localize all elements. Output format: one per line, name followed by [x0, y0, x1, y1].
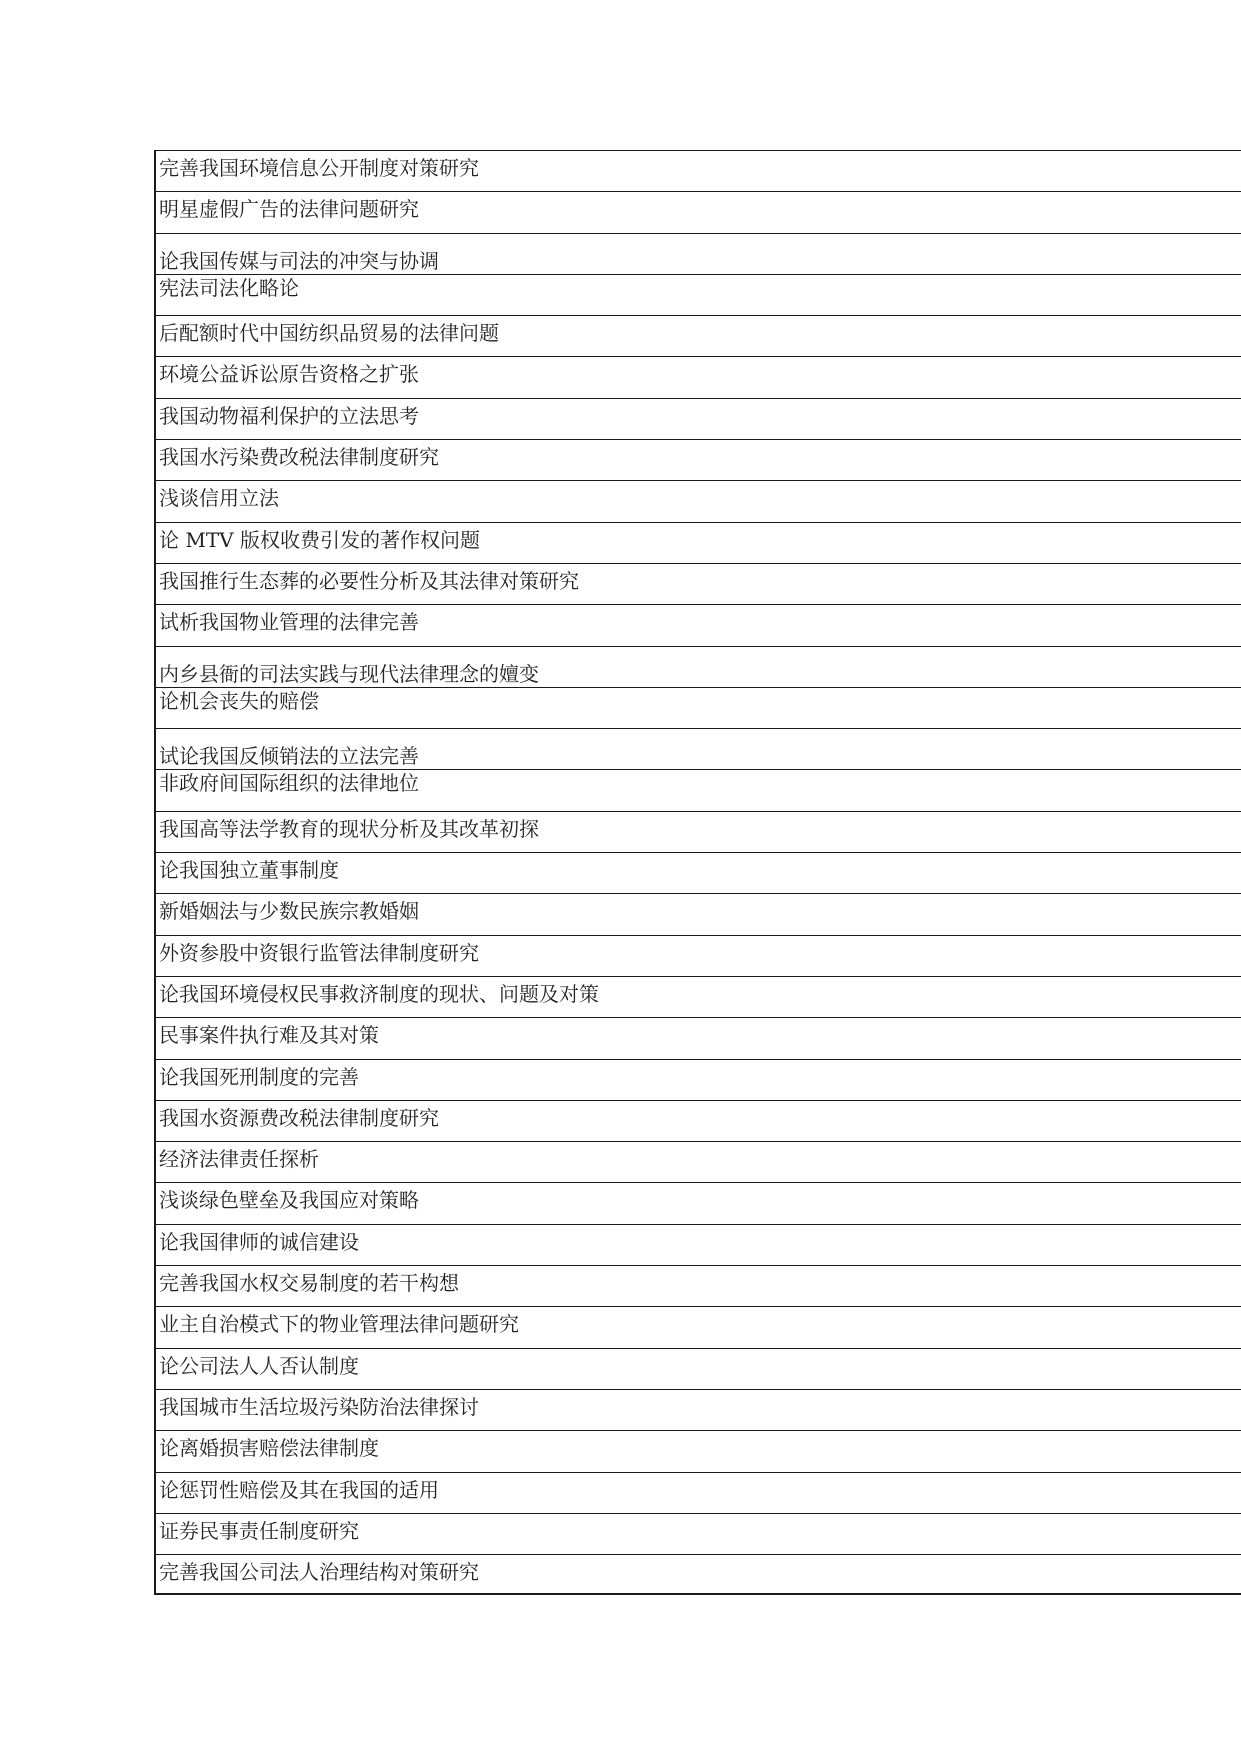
- table-cell: 完善我国环境信息公开制度对策研究: [159, 156, 479, 180]
- table-cell: 非政府间国际组织的法律地位: [159, 771, 419, 796]
- table-cell: 完善我国水权交易制度的若干构想: [159, 1271, 459, 1296]
- table-cell: 后配额时代中国纺织品贸易的法律问题: [159, 321, 499, 346]
- table-row: [156, 1513, 1241, 1554]
- table-row: [156, 1059, 1241, 1100]
- table-row: [156, 191, 1241, 232]
- table-cell: 我国动物福利保护的立法思考: [159, 403, 419, 428]
- table-cell: 我国水资源费改税法律制度研究: [159, 1105, 439, 1130]
- table-cell: 论我国传媒与司法的冲突与协调: [159, 248, 439, 273]
- table-cell: 完善我国公司法人治理结构对策研究: [159, 1560, 479, 1585]
- table-row: [156, 315, 1241, 356]
- table-cell: 论我国律师的诚信建设: [159, 1229, 359, 1254]
- table-cell: 论我国环境侵权民事救济制度的现状、问题及对策: [159, 981, 599, 1006]
- table-row: [156, 150, 1241, 191]
- table-row: [156, 356, 1241, 397]
- table-cell: 论我国独立董事制度: [159, 858, 339, 883]
- table-row: [156, 1100, 1241, 1141]
- table-row: [156, 1265, 1241, 1306]
- table-row: [156, 1554, 1241, 1595]
- table-row: [156, 1348, 1241, 1389]
- table-cell: 论我国死刑制度的完善: [159, 1064, 359, 1089]
- table-cell: 业主自治模式下的物业管理法律问题研究: [159, 1312, 519, 1337]
- table-cell: 我国高等法学教育的现状分析及其改革初探: [159, 816, 539, 841]
- table-cell: 论 MTV 版权收费引发的著作权问题: [159, 527, 480, 552]
- table-row: [156, 604, 1241, 645]
- table-row: [156, 1389, 1241, 1430]
- table-row: [156, 563, 1241, 604]
- table-row: [156, 811, 1241, 852]
- table-row: [156, 687, 1241, 728]
- table-cell: 宪法司法化略论: [159, 275, 299, 300]
- table-row: [156, 1430, 1241, 1471]
- table-row: [156, 1306, 1241, 1347]
- table-cell: 民事案件执行难及其对策: [159, 1023, 379, 1048]
- table-cell: 浅谈信用立法: [159, 486, 279, 511]
- table-row: [156, 1141, 1241, 1182]
- table-cell: 论公司法人人否认制度: [159, 1353, 359, 1378]
- table-cell: 环境公益诉讼原告资格之扩张: [159, 362, 419, 387]
- table-row: [156, 398, 1241, 439]
- table-row: [156, 728, 1241, 769]
- table-cell: 论惩罚性赔偿及其在我国的适用: [159, 1477, 439, 1502]
- table-row: [156, 935, 1241, 976]
- table-cell: 论离婚损害赔偿法律制度: [159, 1436, 379, 1461]
- table-cell: 内乡县衙的司法实践与现代法律理念的嬗变: [159, 661, 539, 686]
- table-cell: 证券民事责任制度研究: [159, 1518, 359, 1543]
- table-row: [156, 852, 1241, 893]
- table-row: [156, 439, 1241, 480]
- table-row: [156, 769, 1241, 810]
- table-cell: 论机会丧失的赔偿: [159, 688, 319, 713]
- table-cell: 经济法律责任探析: [159, 1147, 319, 1172]
- table-row: [156, 522, 1241, 563]
- thesis-title-table: [154, 150, 1241, 1595]
- table-row: [156, 233, 1241, 274]
- table-row: [156, 1017, 1241, 1058]
- table-row: [156, 1224, 1241, 1265]
- table-row: [156, 976, 1241, 1017]
- table-row: [156, 480, 1241, 521]
- table-cell: 我国推行生态葬的必要性分析及其法律对策研究: [159, 568, 579, 593]
- table-cell: 试论我国反倾销法的立法完善: [159, 744, 419, 769]
- table-row: [156, 893, 1241, 934]
- table-cell: 我国水污染费改税法律制度研究: [159, 445, 439, 470]
- table-row: [156, 274, 1241, 315]
- table-cell: 试析我国物业管理的法律完善: [159, 610, 419, 635]
- table-row: [156, 646, 1241, 687]
- table-cell: 外资参股中资银行监管法律制度研究: [159, 940, 479, 965]
- table-cell: 我国城市生活垃圾污染防治法律探讨: [159, 1394, 479, 1419]
- table-cell: 浅谈绿色壁垒及我国应对策略: [159, 1188, 419, 1213]
- table-cell: 明星虚假广告的法律问题研究: [159, 197, 419, 222]
- table-cell: 新婚姻法与少数民族宗教婚姻: [159, 899, 419, 924]
- table-row: [156, 1472, 1241, 1513]
- table-row: [156, 1182, 1241, 1223]
